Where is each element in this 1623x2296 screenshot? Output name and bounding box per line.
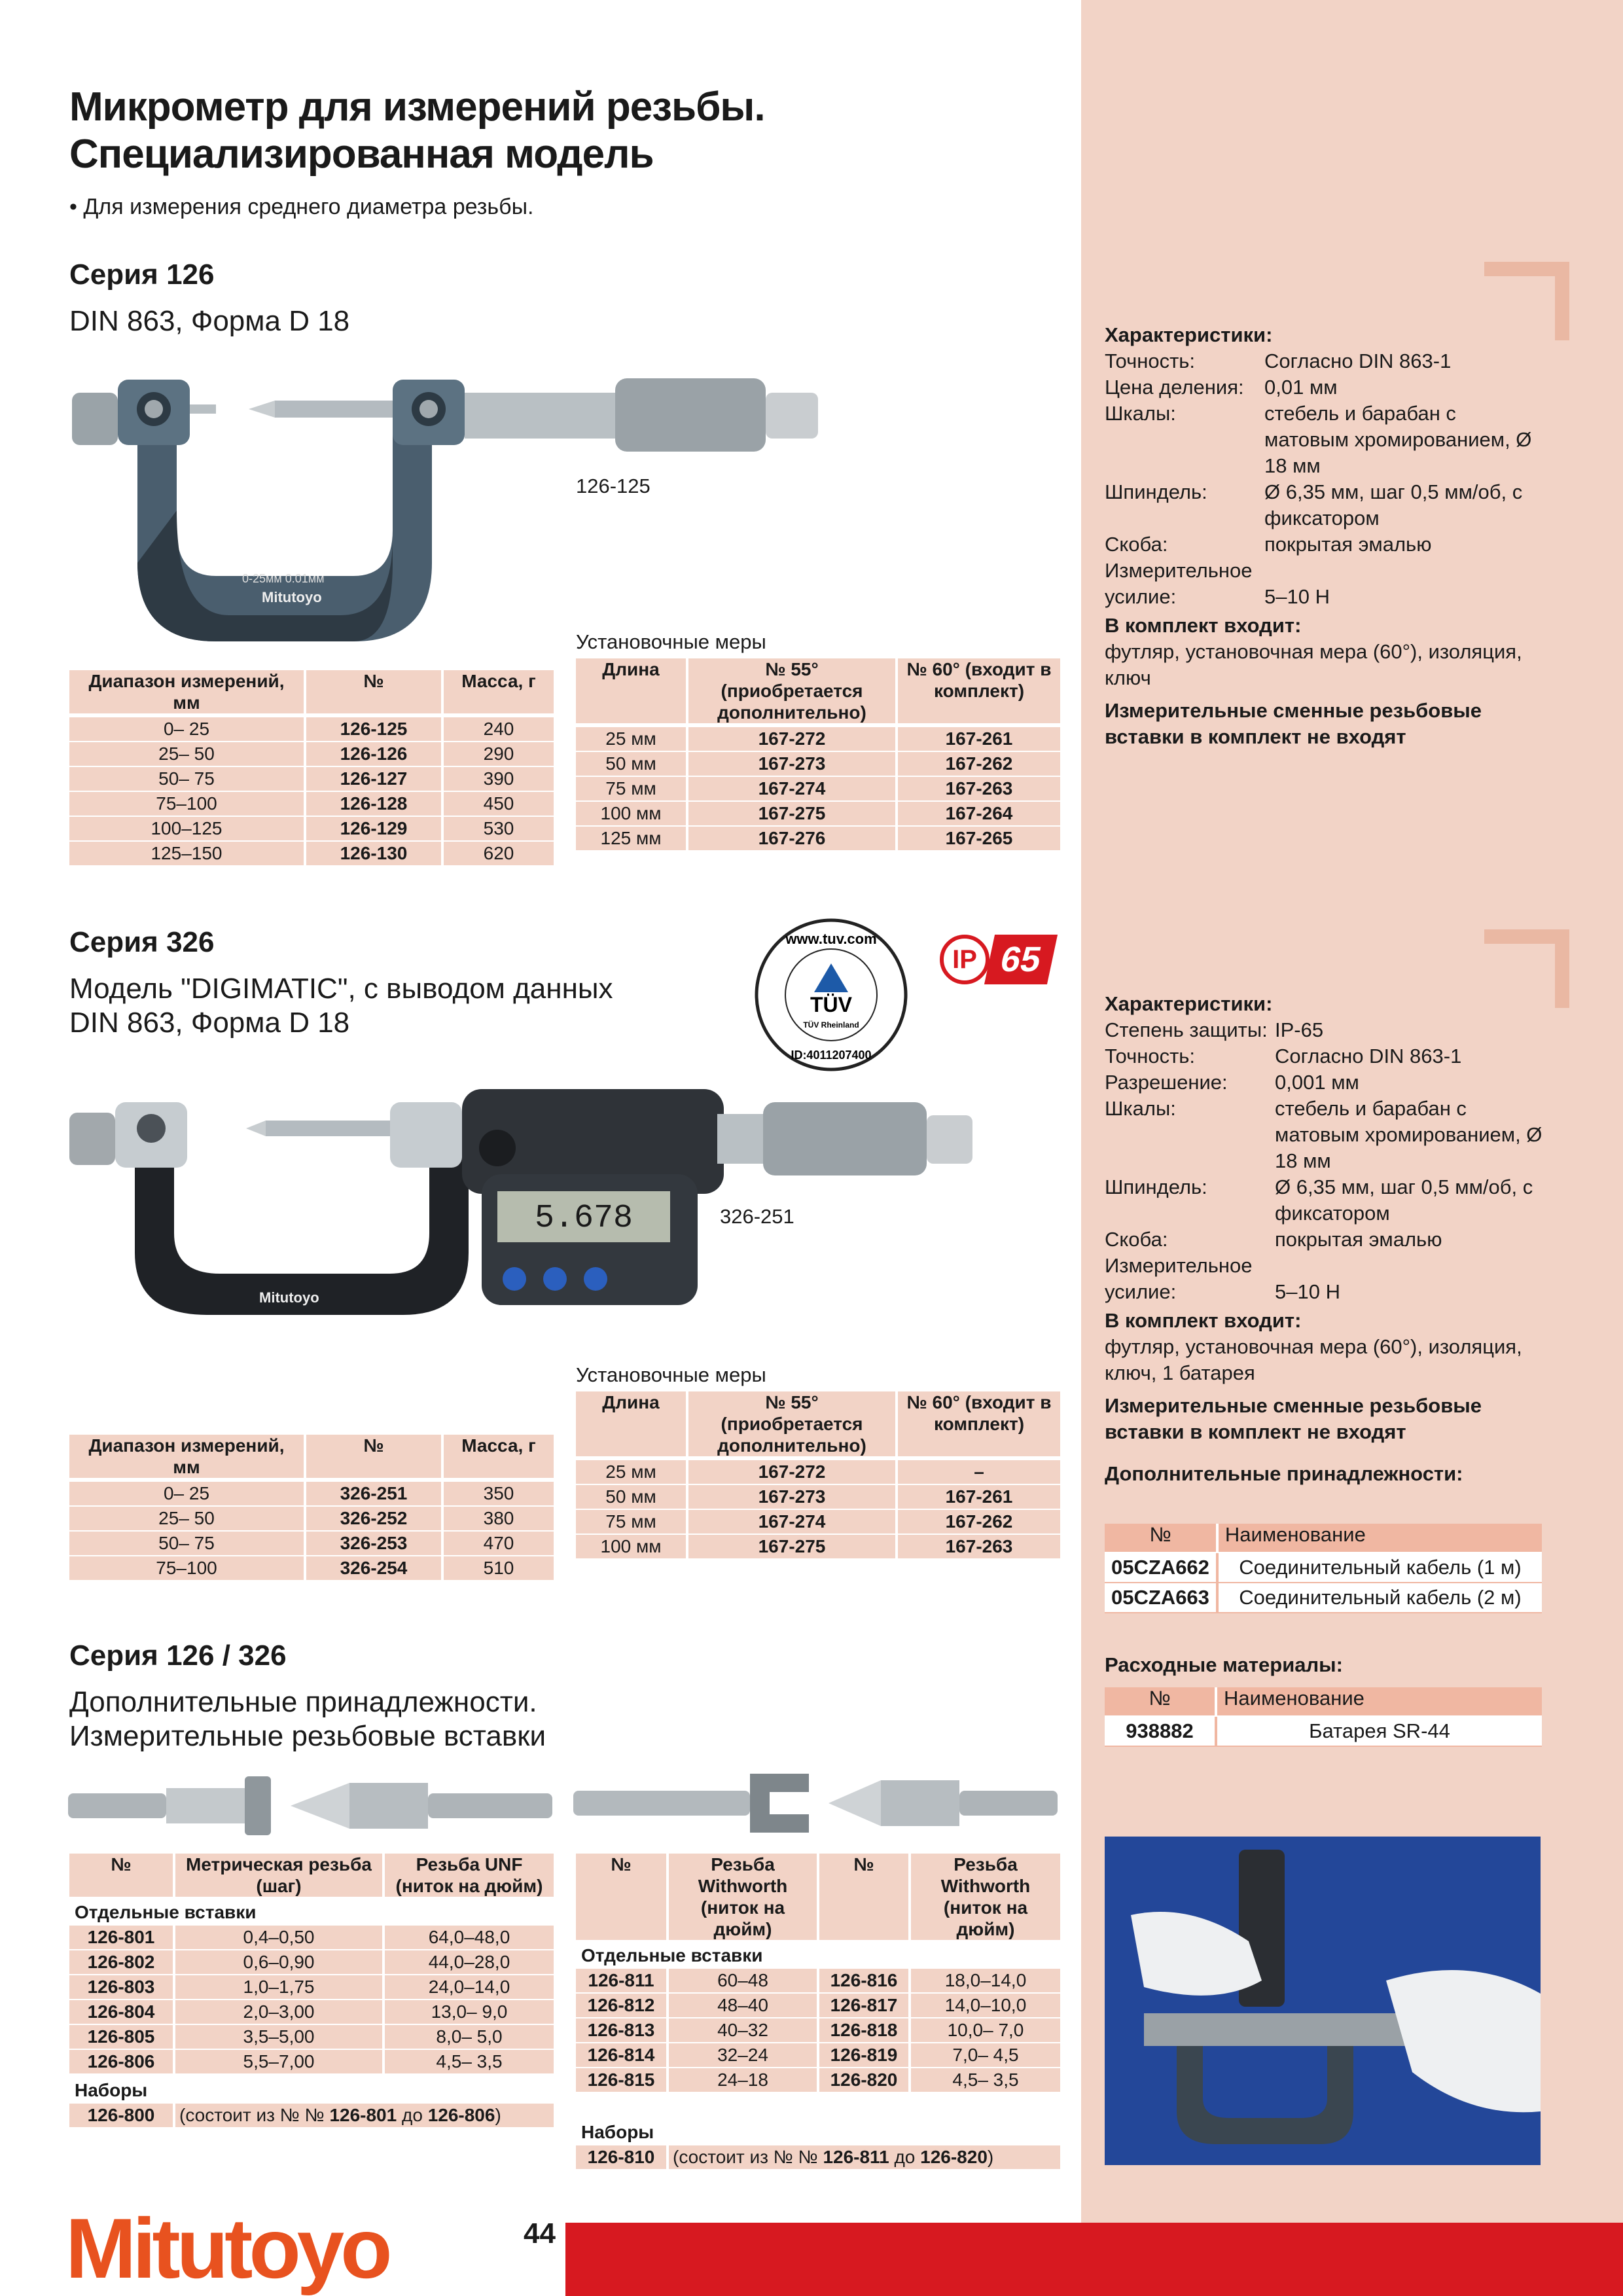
withworth-insert-image (573, 1767, 1060, 1839)
kit-text: футляр, установочная мера (60°), изоляция, ключ, 1 батарея (1105, 1335, 1522, 1384)
col-header: Масса, г (442, 1435, 554, 1480)
table-row: 125 мм 167-276 167-265 (576, 826, 1060, 850)
table-row: 05CZA662 Соединительный кабель (1 м) (1105, 1552, 1542, 1583)
table-row: 126-800 (состоит из № № 126-801 до 126-806) (69, 2103, 554, 2127)
col-header: № (69, 1854, 174, 1899)
tuv-badge (753, 916, 910, 1073)
setting-caption-126: Установочные меры (576, 630, 766, 653)
footer-bar (565, 2223, 1623, 2296)
table-row: 126-801 0,4–0,50 64,0–48,0 (69, 1925, 554, 1950)
inserts-note: Измерительные сменные резьбовые вставки в комплект не входят (1105, 1394, 1482, 1443)
table-row: 100 мм 167-275 167-264 (576, 801, 1060, 826)
photo-label-326: 326-251 (720, 1205, 794, 1228)
svg-text:TÜV Rheinland: TÜV Rheinland (803, 1020, 859, 1030)
table-row: 25– 50 126-126 290 (69, 742, 554, 766)
col-header: Диапазон измерений, мм (69, 670, 305, 715)
svg-text:ID:4011207400: ID:4011207400 (791, 1049, 872, 1062)
col-header: Диапазон измерений, мм (69, 1435, 305, 1480)
spec-row: Скоба: покрытая эмалью (1105, 1228, 1442, 1251)
specs-326 (1105, 991, 1576, 1487)
spec-row: Цена деления: 0,01 мм (1105, 376, 1338, 399)
group-label: Отдельные вставки (576, 1942, 1060, 1968)
table-row: 0– 25 326-251 350 (69, 1480, 554, 1506)
table-row: 50– 75 326-253 470 (69, 1531, 554, 1556)
micrometer-brand-text: Mitutoyo (259, 1289, 319, 1306)
page-number: 44 (524, 2217, 556, 2250)
intro-text: • Для измерения среднего диаметра резьбы. (69, 194, 534, 219)
col-header: № 60° (входит в комплект) (897, 1391, 1060, 1458)
col-header: № (818, 1854, 910, 1942)
ip65-badge: IP 65 (940, 935, 1058, 987)
specs-126 (1105, 322, 1576, 750)
table-row: 25 мм 167-272 – (576, 1458, 1060, 1484)
col-header: Резьба Withworth (ниток на дюйм) (910, 1854, 1060, 1942)
col-header: № (1105, 1687, 1216, 1716)
col-header: Масса, г (442, 670, 554, 715)
table-row: 05CZA663 Соединительный кабель (2 м) (1105, 1583, 1542, 1613)
table-row: 126-806 5,5–7,00 4,5– 3,5 (69, 2049, 554, 2074)
table-row: 75–100 126-128 450 (69, 791, 554, 816)
accessories-title: Дополнительные принадлежности: (1105, 1462, 1463, 1485)
micrometer-brand-text: Mitutoyo (262, 589, 322, 605)
col-header: Метрическая резьба (шаг) (174, 1854, 383, 1899)
col-header: № (1105, 1524, 1217, 1552)
usage-photo (1105, 1837, 1541, 2165)
table-row: 125–150 126-130 620 (69, 841, 554, 865)
table-row: 50 мм 167-273 167-262 (576, 751, 1060, 776)
setting-caption-326: Установочные меры (576, 1363, 766, 1386)
table-row: 50 мм 167-273 167-261 (576, 1484, 1060, 1509)
spec-row: Шкалы: стебель и барабан с матовым хромированием, Ø 18 мм (1105, 1097, 1543, 1172)
group-label: Наборы (69, 2074, 554, 2103)
table-row: 0– 25 126-125 240 (69, 715, 554, 742)
spec-row: Измерительное усилие: 5–10 Н (1105, 1254, 1340, 1303)
table-row: 126-805 3,5–5,00 8,0– 5,0 (69, 2024, 554, 2049)
consumables-title: Расходные материалы: (1105, 1653, 1343, 1676)
table-row: 126-813 40–32 126-818 10,0– 7,0 (576, 2018, 1060, 2043)
consumables-table (1105, 1687, 1542, 1747)
col-header: Резьба UNF (ниток на дюйм) (383, 1854, 554, 1899)
spec-row: Скоба: покрытая эмалью (1105, 533, 1432, 556)
digital-display-value: 5.678 (534, 1200, 633, 1237)
col-header: № (305, 1435, 442, 1480)
col-header: № 55° (приобретается дополнительно) (687, 658, 897, 725)
table-row: 75 мм 167-274 167-262 (576, 1509, 1060, 1534)
series-126-326-heading: Серия 126 / 326 (69, 1640, 287, 1672)
kit-text: футляр, установочная мера (60°), изоляция, ключ (1105, 640, 1522, 689)
col-header: Резьба Withworth (ниток на дюйм) (668, 1854, 818, 1942)
micrometer-126-image (65, 367, 818, 655)
series-326-heading: Серия 326 (69, 926, 215, 958)
spec-row: Степень защиты: IP-65 (1105, 1018, 1324, 1041)
col-header: Наименование (1217, 1524, 1542, 1552)
group-label: Наборы (576, 2092, 1060, 2145)
spec-row: Шпиндель: Ø 6,35 мм, шаг 0,5 мм/об, с фиксатором (1105, 480, 1523, 529)
table-row: 126-804 2,0–3,00 13,0– 9,0 (69, 2000, 554, 2024)
specs-title: Характеристики: (1105, 992, 1273, 1015)
kit-title: В комплект входит: (1105, 1309, 1302, 1332)
mitutoyo-logo: Mitutoyo (65, 2200, 389, 2296)
spec-row: Точность: Согласно DIN 863-1 (1105, 1045, 1462, 1067)
series-326-standard: DIN 863, Форма D 18 (69, 1007, 350, 1039)
series-326-model: Модель "DIGIMATIC", с выводом данных (69, 973, 613, 1005)
table-row: 126-812 48–40 126-817 14,0–10,0 (576, 1993, 1060, 2018)
spec-row: Разрешение: 0,001 мм (1105, 1071, 1359, 1094)
group-label: Отдельные вставки (69, 1899, 554, 1925)
page-title: Микрометр для измерений резьбы. Специализированная модель (69, 84, 765, 177)
table-row: 100 мм 167-275 167-263 (576, 1534, 1060, 1558)
col-header: № (305, 670, 442, 715)
table-row: 50– 75 126-127 390 (69, 766, 554, 791)
metric-inserts-table (69, 1854, 554, 2127)
col-header: Длина (576, 658, 687, 725)
table-row: 126-811 60–48 126-816 18,0–14,0 (576, 1968, 1060, 1993)
table-row: 25– 50 326-252 380 (69, 1506, 554, 1531)
col-header: № (576, 1854, 668, 1942)
withworth-inserts-table (576, 1854, 1060, 2169)
svg-text:TÜV: TÜV (810, 993, 852, 1016)
inserts-note: Измерительные сменные резьбовые вставки в комплект не входят (1105, 699, 1482, 748)
kit-title: В комплект входит: (1105, 614, 1302, 637)
table-row: 100–125 126-129 530 (69, 816, 554, 841)
col-header: Наименование (1216, 1687, 1542, 1716)
table-row: 938882 Батарея SR-44 (1105, 1716, 1542, 1746)
table-row: 126-802 0,6–0,90 44,0–28,0 (69, 1950, 554, 1975)
spec-row: Точность: Согласно DIN 863-1 (1105, 350, 1452, 372)
specs-title: Характеристики: (1105, 323, 1273, 346)
inserts-line2: Измерительные резьбовые вставки (69, 1720, 546, 1752)
micrometer-scale-text: 0-25мм 0.01мм (242, 572, 325, 585)
series-126-standard: DIN 863, Форма D 18 (69, 305, 350, 337)
table-326-setting (576, 1391, 1060, 1558)
spec-row: Шкалы: стебель и барабан с матовым хромированием, Ø 18 мм (1105, 402, 1532, 477)
accessories-table (1105, 1524, 1542, 1613)
col-header: Длина (576, 1391, 687, 1458)
table-row: 75 мм 167-274 167-263 (576, 776, 1060, 801)
table-row: 25 мм 167-272 167-261 (576, 725, 1060, 751)
table-row: 126-814 32–24 126-819 7,0– 4,5 (576, 2043, 1060, 2068)
table-326-main (69, 1435, 554, 1580)
inserts-line1: Дополнительные принадлежности. (69, 1686, 537, 1718)
photo-label-126: 126-125 (576, 475, 651, 497)
series-126-heading: Серия 126 (69, 259, 215, 291)
spec-row: Шпиндель: Ø 6,35 мм, шаг 0,5 мм/об, с фиксатором (1105, 1175, 1533, 1225)
table-row: 126-810 (состоит из № № 126-811 до 126-820) (576, 2145, 1060, 2169)
spec-row: Измерительное усилие: 5–10 Н (1105, 559, 1330, 608)
table-126-main (69, 670, 554, 865)
col-header: № 55° (приобретается дополнительно) (687, 1391, 897, 1458)
micrometer-326-image (63, 1089, 979, 1325)
col-header: № 60° (входит в комплект) (897, 658, 1060, 725)
svg-text:www.tuv.com: www.tuv.com (785, 931, 877, 947)
table-row: 75–100 326-254 510 (69, 1556, 554, 1580)
metric-insert-image (68, 1770, 552, 1842)
table-126-setting (576, 658, 1060, 850)
table-row: 126-803 1,0–1,75 24,0–14,0 (69, 1975, 554, 2000)
table-row: 126-815 24–18 126-820 4,5– 3,5 (576, 2068, 1060, 2092)
